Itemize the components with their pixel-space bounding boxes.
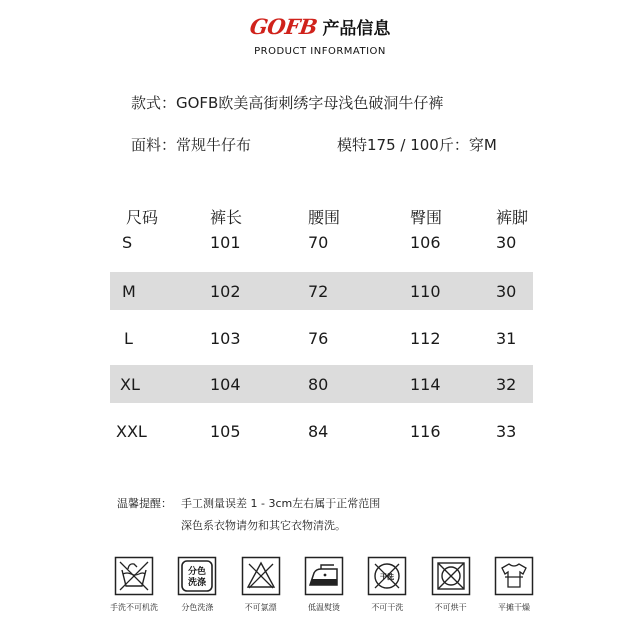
cell-hip: 112 bbox=[410, 328, 441, 348]
cell-length: 102 bbox=[210, 281, 241, 301]
cell-hem: 30 bbox=[496, 232, 517, 252]
care-item-hand-wash bbox=[104, 556, 164, 613]
cell-hem: 32 bbox=[496, 374, 517, 394]
header-hem: 裤脚 bbox=[496, 207, 529, 227]
cell-hem: 33 bbox=[496, 421, 517, 441]
cell-length: 103 bbox=[210, 328, 241, 348]
style-info: 款式：GOFB欧美高街刺绣字母浅色破洞牛仔裤 bbox=[131, 94, 444, 112]
cell-hip: 110 bbox=[410, 281, 441, 301]
no-dry-clean-icon bbox=[367, 556, 407, 596]
cell-size: M bbox=[122, 281, 136, 301]
cell-size: XL bbox=[120, 374, 140, 394]
cell-size: L bbox=[124, 328, 133, 348]
table-row bbox=[110, 272, 533, 310]
cell-waist: 72 bbox=[308, 281, 329, 301]
table-row bbox=[110, 365, 533, 403]
cell-hip: 116 bbox=[410, 421, 441, 441]
reminder-line-2: 深色系衣物请勿和其它衣物清洗。 bbox=[181, 519, 346, 532]
separate-wash-icon bbox=[177, 556, 217, 596]
svg-text:干洗: 干洗 bbox=[380, 573, 395, 581]
cell-waist: 80 bbox=[308, 374, 329, 394]
cell-size: S bbox=[122, 232, 133, 252]
fabric-info: 面料：常规牛仔布 bbox=[131, 136, 252, 154]
cell-hip: 114 bbox=[410, 374, 441, 394]
care-item-no-tumble-dry bbox=[421, 556, 481, 613]
size-table bbox=[110, 196, 533, 450]
cell-length: 101 bbox=[210, 232, 241, 252]
page-title: 产品信息 bbox=[322, 18, 391, 39]
care-item-low-iron bbox=[294, 556, 354, 613]
care-label: 不可干洗 bbox=[371, 603, 404, 612]
care-label: 不可烘干 bbox=[434, 603, 467, 612]
care-item-separate-wash bbox=[167, 556, 227, 613]
svg-text:分色: 分色 bbox=[188, 567, 207, 577]
care-instructions bbox=[104, 556, 544, 613]
header bbox=[0, 12, 640, 57]
cell-length: 104 bbox=[210, 374, 241, 394]
header-waist: 腰围 bbox=[308, 207, 341, 227]
page-subtitle: PRODUCT INFORMATION bbox=[254, 46, 386, 57]
hand-wash-icon bbox=[114, 556, 154, 596]
reminder-note bbox=[117, 493, 380, 537]
dry-flat-icon bbox=[494, 556, 534, 596]
cell-size: XXL bbox=[116, 421, 147, 441]
no-tumble-dry-icon bbox=[431, 556, 471, 596]
brand-row bbox=[0, 12, 640, 40]
care-label: 手洗不可机洗 bbox=[110, 603, 158, 612]
fabric-row bbox=[131, 134, 497, 155]
care-label: 分色洗涤 bbox=[181, 603, 214, 612]
table-row bbox=[110, 230, 533, 254]
svg-text:洗涤: 洗涤 bbox=[188, 578, 207, 588]
header-length: 裤长 bbox=[210, 207, 243, 227]
no-bleach-icon bbox=[241, 556, 281, 596]
header-size: 尺码 bbox=[126, 207, 159, 227]
care-item-dry-flat bbox=[484, 556, 544, 613]
cell-hip: 106 bbox=[410, 232, 441, 252]
care-item-no-dry-clean bbox=[357, 556, 417, 613]
reminder-line-1: 手工测量误差 1 - 3cm左右属于正常范围 bbox=[181, 497, 381, 510]
reminder-label: 温馨提醒： bbox=[117, 497, 172, 510]
cell-waist: 70 bbox=[308, 232, 329, 252]
low-iron-icon bbox=[304, 556, 344, 596]
care-label: 不可氯漂 bbox=[244, 603, 277, 612]
cell-hem: 31 bbox=[496, 328, 517, 348]
model-info: 模特175 / 100斤：穿M bbox=[337, 136, 497, 154]
care-label: 低温熨烫 bbox=[307, 603, 340, 612]
cell-waist: 84 bbox=[308, 421, 329, 441]
table-row bbox=[110, 412, 533, 450]
cell-length: 105 bbox=[210, 421, 241, 441]
care-item-no-bleach bbox=[231, 556, 291, 613]
cell-hem: 30 bbox=[496, 281, 517, 301]
brand-logo: GOFB bbox=[247, 13, 319, 39]
cell-waist: 76 bbox=[308, 328, 329, 348]
table-row bbox=[110, 319, 533, 357]
header-hip: 臀围 bbox=[410, 207, 443, 227]
care-label: 平摊干燥 bbox=[497, 603, 530, 612]
